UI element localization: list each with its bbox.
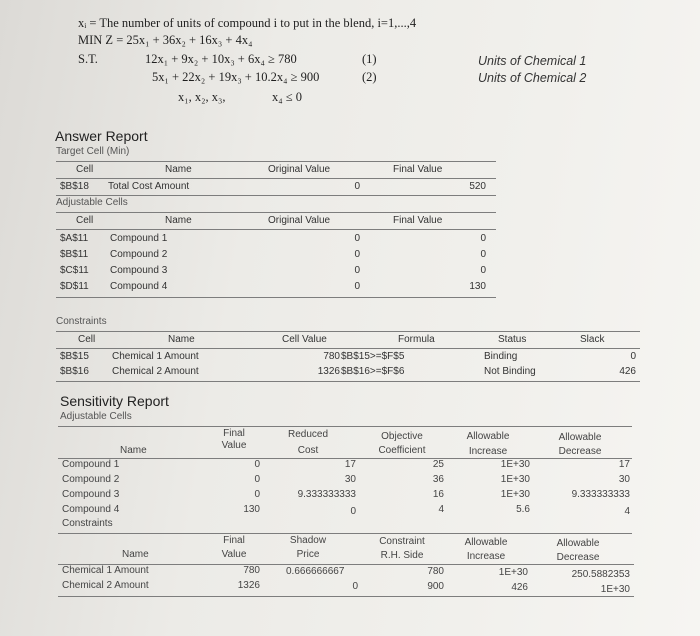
constraint-1: 12x₁ + 9x₂ + 10x₃ + 6x₄ ≥ 780 <box>145 52 297 66</box>
constraint-formula: $B$16>=$F$6 <box>341 366 405 377</box>
table-rule <box>56 381 640 382</box>
adj-header-name: Name <box>120 445 147 456</box>
adjustable-header-original: Original Value <box>268 215 331 226</box>
constraint-slack: 426 <box>619 366 636 377</box>
adj-row-decrease: 30 <box>618 474 630 485</box>
adj-row-name: Compound 3 <box>62 489 120 500</box>
adj-header-decrease: Decrease <box>558 446 602 457</box>
note-chemical-2: Units of Chemical 2 <box>478 71 587 85</box>
table-rule <box>56 212 496 213</box>
adjustable-cell-ref: $C$11 <box>60 265 89 276</box>
table-rule <box>56 348 640 349</box>
adj-header-cost: Cost <box>297 445 319 456</box>
adjustable-header-name: Name <box>165 215 192 226</box>
adjustable-cell-name: Compound 1 <box>110 233 168 244</box>
table-rule <box>56 331 640 332</box>
adj-row-reduced: 0 <box>350 506 356 517</box>
target-header-final: Final Value <box>393 164 443 175</box>
table-rule <box>56 297 496 298</box>
adjustable-original-value: 0 <box>354 249 360 260</box>
con-row-rhs: 780 <box>427 566 444 577</box>
table-rule <box>56 229 496 230</box>
adj-row-name: Compound 4 <box>62 504 120 515</box>
con-row-final: 1326 <box>237 580 260 591</box>
con-header-value: Value <box>221 549 247 560</box>
adj-row-coefficient: 25 <box>432 459 444 470</box>
adjustable-final-value: 0 <box>480 249 486 260</box>
adj-row-coefficient: 16 <box>432 489 444 500</box>
objective-function: MIN Z = 25x₁ + 36x₂ + 16x₃ + 4x₄ <box>78 33 253 47</box>
constraint-status: Not Binding <box>484 366 536 377</box>
con-header-name: Name <box>122 549 149 560</box>
constraint-header-status: Status <box>498 334 527 345</box>
adj-header-allowable-inc: Allowable <box>466 431 510 442</box>
constraint-2: 5x₁ + 22x₂ + 19x₃ + 10.2x₄ ≥ 900 <box>152 70 320 84</box>
constraint-cell-value: 780 <box>323 351 340 362</box>
target-final-value: 520 <box>469 181 486 192</box>
target-original-value: 0 <box>354 181 360 192</box>
adj-row-decrease: 9.333333333 <box>571 489 630 500</box>
adjustable-original-value: 0 <box>354 233 360 244</box>
adj-header-reduced: Reduced <box>287 429 329 440</box>
constraints-label: Constraints <box>56 316 107 327</box>
adj-row-final: 0 <box>254 459 260 470</box>
constraint-cell-ref: $B$16 <box>60 366 89 377</box>
adjustable-header-cell: Cell <box>76 215 94 226</box>
adj-row-increase: 1E+30 <box>500 474 530 485</box>
constraint-header-name: Name <box>168 334 195 345</box>
adjustable-header-final: Final Value <box>393 215 443 226</box>
adj-row-final: 130 <box>243 504 260 515</box>
con-row-increase: 426 <box>511 582 528 593</box>
constraint-slack: 0 <box>630 351 636 362</box>
note-chemical-1: Units of Chemical 1 <box>478 54 587 68</box>
constraint-2-number: (2) <box>362 70 377 84</box>
answer-report-title: Answer Report <box>55 128 148 144</box>
con-row-name: Chemical 1 Amount <box>62 565 149 576</box>
adj-header-objective: Objective <box>381 431 423 442</box>
adjustable-cell-name: Compound 3 <box>110 265 168 276</box>
adj-row-increase: 1E+30 <box>500 459 530 470</box>
adj-header-allowable-dec: Allowable <box>558 432 602 443</box>
table-rule <box>58 426 632 427</box>
target-cell-ref: $B$18 <box>60 181 89 192</box>
con-header-shadow: Shadow <box>289 535 327 546</box>
adj-row-decrease: 4 <box>624 506 630 517</box>
con-header-decrease: Decrease <box>556 552 600 563</box>
table-rule <box>58 533 632 534</box>
target-header-name: Name <box>165 164 192 175</box>
adj-row-reduced: 17 <box>344 459 356 470</box>
adj-row-increase: 5.6 <box>516 504 530 515</box>
table-rule <box>56 195 496 196</box>
con-header-increase: Increase <box>466 551 506 562</box>
adj-header-final: Final <box>223 428 245 439</box>
con-row-decrease: 1E+30 <box>600 584 630 595</box>
sensitivity-report-title: Sensitivity Report <box>60 393 169 409</box>
adj-row-name: Compound 2 <box>62 474 120 485</box>
constraint-header-value: Cell Value <box>282 334 327 345</box>
nonnegativity-right: x₄ ≤ 0 <box>272 90 302 104</box>
constraint-cell-value: 1326 <box>317 366 340 377</box>
adjustable-final-value: 130 <box>469 281 486 292</box>
constraint-name: Chemical 2 Amount <box>112 366 199 377</box>
adj-header-increase: Increase <box>468 446 508 457</box>
adj-row-coefficient: 36 <box>432 474 444 485</box>
adj-header-coefficient: Coefficient <box>378 445 426 456</box>
con-header-allowable-inc: Allowable <box>464 537 508 548</box>
con-header-allowable-dec: Allowable <box>556 538 600 549</box>
adj-row-coefficient: 4 <box>438 504 444 515</box>
constraint-header-cell: Cell <box>78 334 96 345</box>
con-header-rhs: R.H. Side <box>380 550 424 561</box>
con-header-final: Final <box>223 535 245 546</box>
adjustable-cell-ref: $A$11 <box>60 233 89 244</box>
adjustable-original-value: 0 <box>354 265 360 276</box>
con-header-constraint: Constraint <box>379 536 425 547</box>
con-row-increase: 1E+30 <box>498 567 528 578</box>
constraint-status: Binding <box>484 351 518 362</box>
con-row-rhs: 900 <box>427 581 444 592</box>
st-label: S.T. <box>78 52 98 66</box>
adjustable-final-value: 0 <box>480 233 486 244</box>
adj-row-reduced: 30 <box>344 474 356 485</box>
table-rule <box>56 178 496 179</box>
target-header-cell: Cell <box>76 164 94 175</box>
con-row-shadow: 0 <box>352 581 358 592</box>
adjustable-cells-label: Adjustable Cells <box>56 197 128 208</box>
adjustable-cell-name: Compound 4 <box>110 281 168 292</box>
adj-header-value: Value <box>221 440 247 451</box>
adjustable-final-value: 0 <box>480 265 486 276</box>
adj-row-name: Compound 1 <box>62 459 120 470</box>
adjustable-cell-ref: $D$11 <box>60 281 89 292</box>
adj-row-final: 0 <box>254 489 260 500</box>
sensitivity-constraints-label: Constraints <box>62 518 113 529</box>
nonnegativity-left: x₁, x₂, x₃, <box>178 90 226 104</box>
constraint-formula: $B$15>=$F$5 <box>341 351 405 362</box>
table-rule <box>56 161 496 162</box>
adj-row-reduced: 9.333333333 <box>297 489 356 500</box>
adjustable-cell-ref: $B$11 <box>60 249 89 260</box>
con-row-shadow: 0.666666667 <box>286 566 345 577</box>
target-header-original: Original Value <box>268 164 331 175</box>
adj-row-decrease: 17 <box>618 459 630 470</box>
constraint-1-number: (1) <box>362 52 377 66</box>
adj-row-final: 0 <box>254 474 260 485</box>
constraint-header-formula: Formula <box>398 334 435 345</box>
constraint-name: Chemical 1 Amount <box>112 351 199 362</box>
con-header-price: Price <box>296 549 320 560</box>
constraint-cell-ref: $B$15 <box>60 351 89 362</box>
con-row-final: 780 <box>243 565 260 576</box>
target-cell-name: Total Cost Amount <box>108 181 190 192</box>
con-row-decrease: 250.5882353 <box>571 569 630 580</box>
con-row-name: Chemical 2 Amount <box>62 580 149 591</box>
variable-definition: xᵢ = The number of units of compound i to put in the blend, i=1,...,4 <box>78 16 417 30</box>
sensitivity-adjustable-label: Adjustable Cells <box>60 411 132 422</box>
target-cell-label: Target Cell (Min) <box>56 146 130 157</box>
adj-row-increase: 1E+30 <box>500 489 530 500</box>
table-rule <box>58 596 634 597</box>
adjustable-cell-name: Compound 2 <box>110 249 168 260</box>
adjustable-original-value: 0 <box>354 281 360 292</box>
constraint-header-slack: Slack <box>580 334 605 345</box>
